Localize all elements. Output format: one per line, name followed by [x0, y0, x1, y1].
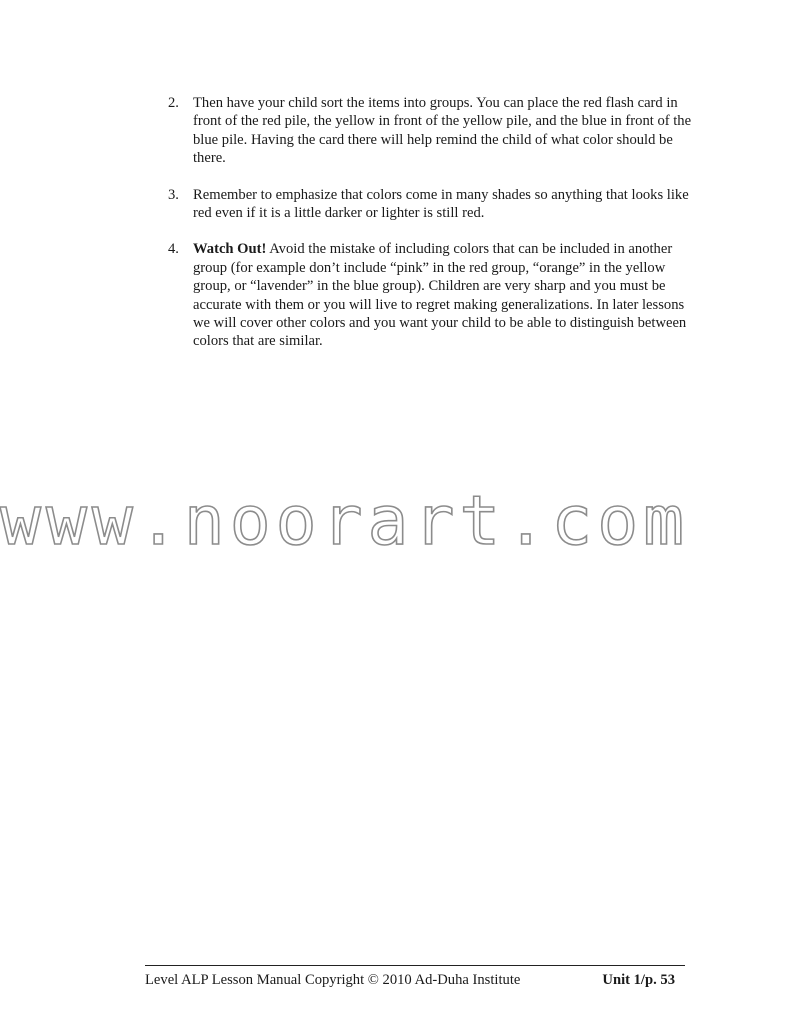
item-number: 4. [168, 241, 179, 258]
instruction-list [168, 94, 698, 369]
list-item [168, 94, 698, 168]
watch-out-label: Watch Out! [193, 241, 267, 258]
item-text: Then have your child sort the items into groups. You can place the red flash card in front of the red pile, the yellow in front of the yellow pile, and the blue in front of the blue pile. Having the card there will help remind the child of what color should be there. [193, 95, 692, 167]
list-item [168, 240, 698, 350]
footer-page-number: Unit 1/p. 53 [602, 972, 675, 988]
item-number: 3. [168, 186, 179, 203]
item-text: Avoid the mistake of including colors that can be included in another group (for example don’t include “pink” in the red group, “orange” in the yellow group, or “lavender” in the blue group). Children are very sharp and you must be accurate with them or you will live to regret making generalizations. In later lessons we will cover other colors and you want your child to be able to distinguish between colors that are similar. [193, 241, 687, 350]
watermark: www.noorart.com [0, 492, 690, 552]
footer-divider [145, 965, 685, 966]
item-text: Remember to emphasize that colors come in many shades so anything that looks like red even if it is a little darker or lighter is still red. [193, 186, 689, 222]
item-number: 2. [168, 95, 179, 111]
footer-copyright: Level ALP Lesson Manual Copyright © 2010 Ad-Duha Institute [145, 972, 521, 988]
list-item [168, 186, 698, 223]
page-footer [145, 970, 685, 990]
